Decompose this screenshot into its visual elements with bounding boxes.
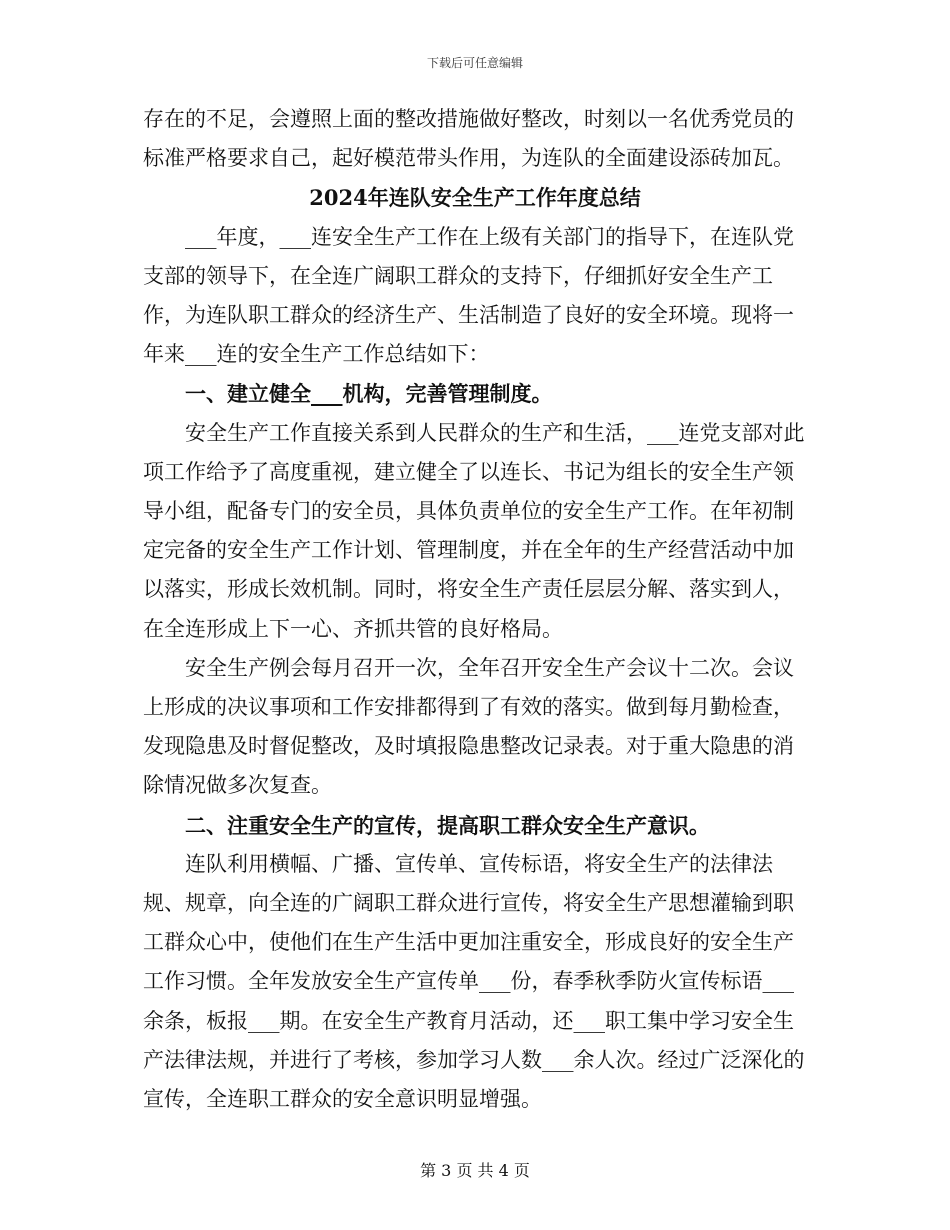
- body-paragraph: 安全生产工作直接关系到人民群众的生产和生活，___连党支部对此项工作给予了高度重视，建立健全了以连长、书记为组长的安全生产领导小组，配备专门的安全员，具体负责单位的安全生产工作。在年初制定完备的安全生产工作计划、管理制度，并在全年的生产经营活动中加以落实，形成长效机制。同时，将安全生产责任层层分解、落实到人，在全连形成上下一心、齐抓共管的良好格局。: [143, 420, 805, 641]
- body-paragraph: 连队利用横幅、广播、宣传单、宣传标语，将安全生产的法律法规、规章，向全连的广阔职工群众进行宣传，将安全生产思想灌输到职工群众心中，使他们在生产生活中更加注重安全，形成良好的安全生产工作习惯。全年发放安全生产宣传单___份，春季秋季防火宣传标语___余条，板报___期。在安全生产教育月活动，还___职工集中学习安全生产法律法规，并进行了考核，参加学习人数___余人次。经过广泛深化的宣传，全连职工群众的安全意识明显增强。: [143, 851, 805, 1112]
- body-paragraph: 安全生产例会每月召开一次，全年召开安全生产会议十二次。会议上形成的决议事项和工作安排都得到了有效的落实。做到每月勤检查，发现隐患及时督促整改，及时填报隐患整改记录表。对于重大隐患的消除情况做多次复查。: [143, 655, 794, 798]
- page-footer: 第 3 页 共 4 页: [420, 1161, 530, 1180]
- section-heading-1: 一、建立健全___机构，完善管理制度。: [185, 381, 553, 407]
- document-body: [143, 100, 807, 1119]
- intro-paragraph: ___年度，___连安全生产工作在上级有关部门的指导下，在连队党支部的领导下，在全连广阔职工群众的支持下，仔细抓好安全生产工作，为连队职工群众的经济生产、生活制造了良好的安全环境。现将一年来___连的安全生产工作总结如下：: [143, 224, 794, 367]
- document-title: 2024年连队安全生产工作年度总结: [309, 185, 641, 211]
- continued-paragraph: 存在的不足，会遵照上面的整改措施做好整改，时刻以一名优秀党员的标准严格要求自己，起好模范带头作用，为连队的全面建设添砖加瓦。: [143, 107, 794, 171]
- page-header: 下载后可任意编辑: [426, 56, 523, 70]
- section-heading-2: 二、注重安全生产的宣传，提高职工群众安全生产意识。: [185, 812, 710, 838]
